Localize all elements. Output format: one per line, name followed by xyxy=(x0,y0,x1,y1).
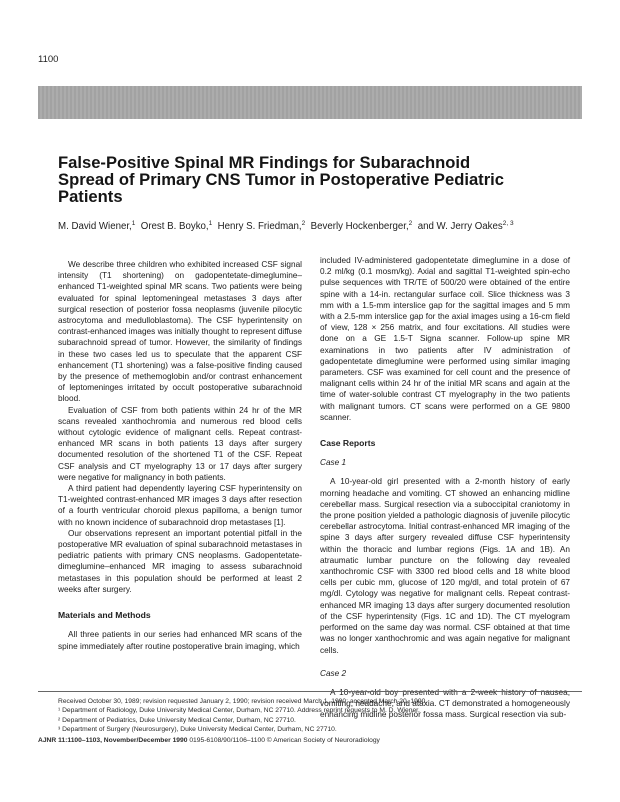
header-band xyxy=(38,86,582,119)
footnote-affiliation: ³ Department of Surgery (Neurosurgery), Duke University Medical Center, Durham, NC 27710. xyxy=(58,726,337,734)
left-column xyxy=(58,259,302,652)
right-column xyxy=(320,255,570,721)
case2-label: Case 2 xyxy=(320,668,347,678)
case1-paragraph: A 10-year-old girl presented with a 2-month history of early morning headache and vomiting. CT showed an enhancing midline cerebellar mass. Surgical resection via a suboccipital craniotomy in the prone position yielded a pathologic diagnosis of juvenile pilocytic cerebellar astrocytoma. Initial contrast-enhanced MR imaging of the spine 3 days after surgery revealed diffuse CSF hyperintensity within the thoracic and lumbar regions (Figs. 1A and 1B). An atraumatic lumbar puncture on the following day revealed xanthochromic CSF with 3300 red blood cells and 18 white blood cells per cubic mm, glucose of 120 mg/dl, and total protein of 67 mg/dl. Cytology was negative for malignant cells. Repeat contrast-enhanced MR imaging 13 days after surgery documented resolution of the CSF hyperintensity (Figs. 1C and 1D). The CT myelogram performed on the same day was normal. CSF obtained at that time was no longer xanthochromic and was again negative for malignant cells. xyxy=(320,477,570,655)
methods-paragraph: All three patients in our series had enhanced MR scans of the spine immediately after routine postoperative brain imaging, which xyxy=(58,630,302,651)
journal-issn: 0195-6108/90/1106–1100 © American Society of Neuroradiology xyxy=(189,737,380,744)
abstract-paragraph: Our observations represent an important potential pitfall in the postoperative MR evaluation of spinal subarachnoid metastases in pediatric patients with primary CNS neoplasms. Gadopentetate-dimeglumine–enhanced MR imaging to assess subarachnoid metastases in this population should be performed at least 2 weeks after surgery. xyxy=(58,528,302,594)
author-affiliation: 2 xyxy=(301,220,306,227)
article-title: False-Positive Spinal MR Findings for Subarachnoid Spread of Primary CNS Tumor in Postoperative Pediatric Patients xyxy=(58,153,504,206)
author-name: Henry S. Friedman, xyxy=(217,221,302,233)
author-line xyxy=(58,220,578,232)
abstract-paragraph: Evaluation of CSF from both patients within 24 hr of the MR scans revealed xanthochromia and numerous red blood cells without cytologic evidence of malignant cells. Repeat contrast-enhanced MR scans in both patients 13 days after surgery documented resolution of the shortened T1 of the CSF. Repeat CSF analysis and CT myelography 13 or 17 days after surgery were negative for malignancy in both patients. xyxy=(58,405,302,482)
footnotes xyxy=(58,697,578,735)
journal-ref: AJNR 11:1100–1103, November/December 1990 xyxy=(38,737,188,744)
author-name: and W. Jerry Oakes xyxy=(417,221,503,233)
case1-label: Case 1 xyxy=(320,458,347,468)
author-affiliation: 2, 3 xyxy=(502,220,514,227)
methods-heading: Materials and Methods xyxy=(58,610,151,621)
footnote-affiliation: ² Department of Pediatrics, Duke University Medical Center, Durham, NC 27710. xyxy=(58,716,296,724)
footnote-divider xyxy=(38,691,582,692)
author-affiliation: 2 xyxy=(408,220,413,227)
footnote-affiliation: ¹ Department of Radiology, Duke University Medical Center, Durham, NC 27710. Address reprint requests to M. D. Wiener. xyxy=(58,707,420,715)
author-name: M. David Wiener, xyxy=(58,221,132,233)
case-reports-heading: Case Reports xyxy=(320,438,376,449)
case2-paragraph: A 10-year-old boy presented with a 2-week history of nausea, vomiting, headache, and ataxia. CT demonstrated a homogeneously enhancing midline posterior fossa mass. Surgical resection via sub- xyxy=(320,687,570,720)
abstract-paragraph: We describe three children who exhibited increased CSF signal intensity (T1 shortening) on gadopentetate-dimeglumine–enhanced T1-weighted spinal MR scans. Two patients were being evaluated for spinal leptomeningeal metastases 3 days after surgical resection of posterior fossa neoplasms (juvenile pilocytic astrocytoma and medulloblastoma). The CSF hyperintensity on contrast-enhanced images was initially thought to represent diffuse subarachnoid spread of tumor. However, the similarity of findings in these two cases led us to speculate that the apparent CSF enhancement (T1 shortening) was a false-positive finding caused by the presence of methemoglobin and/or contrast enhancement of leptomeninges irritated by occult postoperative subarachnoid blood. xyxy=(58,260,302,404)
page-number: 1100 xyxy=(38,54,59,65)
author-name: Beverly Hockenberger, xyxy=(310,221,409,233)
author-name: Orest B. Boyko, xyxy=(140,221,209,233)
journal-citation xyxy=(38,737,578,744)
footnote-received: Received October 30, 1989; revision requested January 2, 1990; revision received March 1, 1990; accepted March 20, 1990. xyxy=(58,698,428,705)
abstract-paragraph: A third patient had dependently layering CSF hyperintensity on T1-weighted contrast-enhanced MR images 3 days after resection of a fourth ventricular choroid plexus papilloma, a benign tumor with no known incidence of subarachnoid drop metastases [1]. xyxy=(58,484,302,527)
author-affiliation: 1 xyxy=(208,220,213,227)
methods-paragraph-continued: included IV-administered gadopentetate dimeglumine in a dose of 0.2 ml/kg (0.1 mosm/kg). Axial and sagittal T1-weighted spin-echo pulse sequences with TR/TE of 500/20 were obtained of the entire spine with a 14-in. rectangular surface coil. Slice thickness was 3 mm with a 1.5-mm interslice gap for the sagittal images and 5 mm with a 2.5-mm interslice gap for the axial images using a 16-cm field of view, 128 × 256 matrix, and four excitations. All studies were done on a GE 1.5-T Signa scanner. Follow-up spine MR examinations in two patients after IV administration of gadopentetate dimeglumine were performed using similar imaging parameters. CSF was examined for cell count and the presence of malignant cells within 24 hr of the initial MR scans and again at the time of water-soluble contrast CT myelography in the two patients with malignant tumors. CT scans were performed on a GE 9800 scanner. xyxy=(320,256,570,422)
author-affiliation: 1 xyxy=(131,220,136,227)
